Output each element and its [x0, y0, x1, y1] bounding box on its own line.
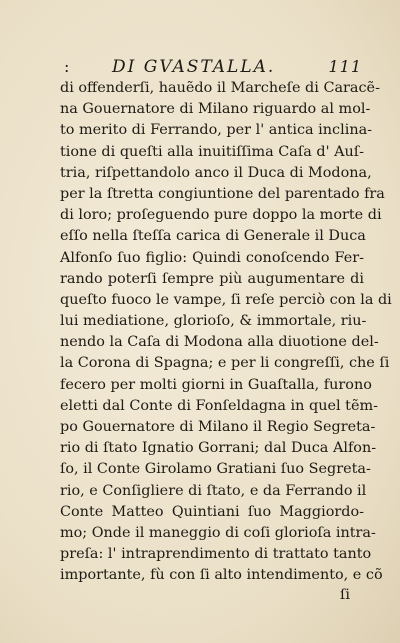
text-line: lui mediatione, glorioſo, & immortale, riu- — [60, 313, 367, 330]
text-line: la Corona di Spagna; e per li congreſſi, che ſi — [60, 355, 390, 372]
text-line: rando poterſi ſempre più augumentare di — [60, 270, 364, 287]
text-line: eletti dal Conte di Fonſeldagna in quel tẽm- — [60, 397, 378, 414]
text-line: na Gouernatore di Milano riguardo al mol- — [60, 101, 371, 118]
text-line: po Gouernatore di Milano il Regio Segreta- — [60, 419, 376, 435]
text-line: di offenderſi, hauẽdo il Marcheſe di Caracẽ- — [60, 80, 380, 96]
text-line: preſa: l' intraprendimento di trattato tanto — [60, 546, 372, 563]
header-mark: : — [64, 57, 70, 76]
text-line: rio di ſtato Ignatio Gorrani; dal Duca Alfon- — [60, 440, 377, 457]
text-line: importante, fù con ſi alto intendimento, e cõ — [60, 567, 383, 584]
text-line: Conte Matteo Quintiani ſuo Maggiordo- — [60, 503, 364, 520]
text-line: per la ſtretta congiuntione del parentado fra — [60, 185, 385, 202]
text-line: fecero per molti giorni in Guaſtalla, furono — [60, 376, 372, 393]
text-line: Alfonſo ſuo figlio: Quindi conoſcendo Fer- — [60, 249, 364, 266]
catchword: ſi — [340, 587, 350, 603]
running-title: DI GVASTALLA. — [112, 57, 276, 77]
text-line: to merito di Ferrando, per l' antica inclina- — [60, 122, 373, 139]
text-line: tria, riſpettandolo anco il Duca di Modona, — [60, 164, 372, 181]
body-text — [60, 78, 392, 587]
page-number: 111 — [328, 57, 362, 76]
text-line: mo; Onde il maneggio di coſi glorioſa intra- — [60, 524, 376, 541]
running-head — [64, 57, 364, 79]
text-line: di loro; proſeguendo pure doppo la morte di — [60, 207, 382, 224]
text-line: ſo, il Conte Girolamo Gratiani ſuo Segreta- — [60, 461, 371, 478]
text-line: queſto fuoco le vampe, ſi reſe perciò con la di — [60, 291, 392, 308]
text-line: rio, e Conſigliere di ſtato, e da Ferrando il — [60, 482, 367, 499]
text-line: eſſo nella ſteſſa carica di Generale il Duca — [60, 228, 366, 245]
text-line: nendo la Caſa di Modona alla diuotione del- — [60, 334, 379, 351]
text-line: tione di queſti alla inuitiſſima Caſa d' Auſ- — [60, 143, 364, 160]
